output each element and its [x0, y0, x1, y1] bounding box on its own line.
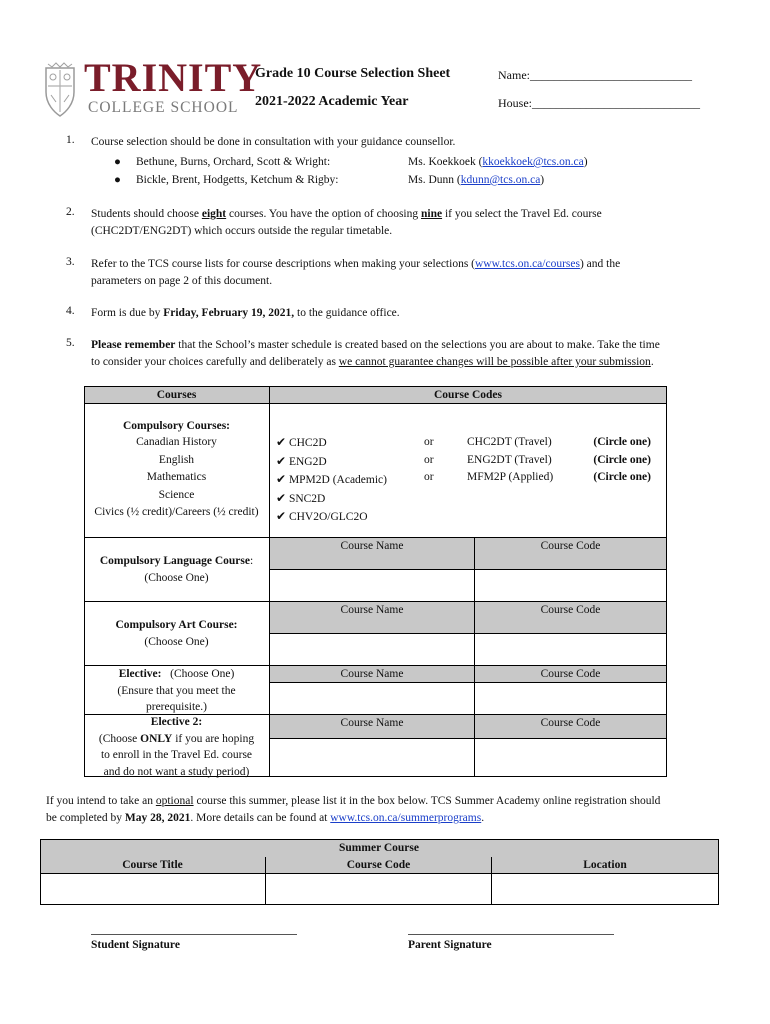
item-2-eight: eight	[201, 208, 227, 220]
language-heading: Compulsory Language Course	[99, 555, 250, 567]
alt-course-code[interactable]: MFM2P (Applied)	[467, 471, 554, 483]
house-field[interactable]: House:____________________________	[498, 96, 700, 110]
item-4-part: to the guidance office.	[294, 307, 400, 319]
item-number: 3.	[66, 256, 75, 268]
item-number: 4.	[66, 305, 75, 317]
summer-programs-link[interactable]: www.tcs.on.ca/summerprograms	[330, 812, 482, 824]
item-5-part: that the School’s master schedule is created based on the selections you are about to make. Take the time	[175, 339, 660, 351]
course-name-header: Course Name	[340, 540, 404, 552]
counsellor-1-email-link[interactable]: kkoekkoek@tcs.on.ca	[482, 156, 584, 168]
elective-note: (Ensure that you meet the	[117, 684, 236, 697]
summer-col-code: Course Code	[346, 859, 411, 871]
table-border	[718, 839, 719, 905]
counsellor-2-houses: Bickle, Brent, Hodgetts, Ketchum & Rigby:	[136, 174, 339, 186]
compulsory-codes	[276, 434, 387, 527]
course-code-header: Course Code	[540, 717, 601, 729]
course-code: CHC2D	[288, 437, 327, 449]
choose-one-note: (Choose One)	[161, 668, 235, 680]
alt-course-code[interactable]: CHC2DT (Travel)	[467, 436, 552, 448]
counsellor-2-name: Ms. Dunn (	[408, 174, 461, 186]
art-course-code-input[interactable]	[476, 634, 665, 664]
paren: )	[540, 174, 545, 186]
student-signature-label: Student Signature	[91, 939, 180, 951]
item-3-part: ) and the	[579, 258, 621, 270]
art-label	[84, 617, 269, 650]
item-number: 5.	[66, 337, 75, 349]
checkmark-icon: ✔	[276, 490, 287, 505]
item-5-text	[91, 337, 721, 371]
summer-deadline: May 28, 2021	[124, 812, 191, 824]
course-code: CHV2O/GLC2O	[288, 511, 368, 523]
summer-intro	[46, 793, 736, 827]
language-course-code-input[interactable]	[476, 570, 665, 600]
elective-2-course-code-input[interactable]	[476, 739, 665, 775]
paren: )	[583, 156, 588, 168]
art-heading: Compulsory Art Course:	[115, 619, 238, 631]
elective-heading: Elective:	[118, 668, 162, 680]
circle-one-label: (Circle one)	[593, 453, 651, 466]
item-2-part: if you select the Travel Ed. course	[442, 208, 602, 220]
summer-col-title: Course Title	[122, 859, 183, 871]
item-2-part: Students should choose	[91, 208, 202, 220]
counsellor-2	[408, 174, 544, 186]
compulsory-heading: Compulsory Courses:	[122, 420, 230, 432]
subject-label: Canadian History	[136, 436, 217, 448]
item-5-part: .	[650, 356, 654, 368]
course-code: MPM2D (Academic)	[288, 474, 387, 486]
summer-location-input[interactable]	[492, 874, 717, 903]
elective-course-name-input[interactable]	[271, 683, 473, 713]
language-label	[84, 553, 269, 586]
col-codes-header: Course Codes	[433, 389, 503, 401]
course-code: SNC2D	[288, 492, 326, 505]
course-name-header: Course Name	[340, 668, 404, 680]
course-code-header: Course Code	[540, 668, 601, 680]
item-5-emphasis: Please remember	[91, 339, 176, 351]
academic-year: 2021-2022 Academic Year	[255, 94, 409, 109]
colon: :	[249, 555, 254, 567]
item-3-line-2: parameters on page 2 of this document.	[91, 275, 273, 287]
course-code-header: Course Code	[540, 604, 601, 616]
item-5-part: to consider your choices carefully and deliberately as	[91, 356, 339, 368]
checkmark-icon: ✔	[276, 435, 287, 449]
summer-optional: optional	[155, 795, 194, 807]
elective-note: prerequisite.)	[146, 701, 207, 713]
language-course-name-input[interactable]	[271, 570, 473, 600]
elective-2-note: (Choose	[98, 732, 141, 745]
choose-one-note: (Choose One)	[144, 571, 209, 584]
bullet-icon: ●	[114, 156, 121, 168]
course-code-header: Course Code	[540, 540, 601, 552]
item-number: 2.	[66, 206, 75, 218]
elective-label	[84, 666, 269, 716]
summer-intro-part: .	[481, 812, 485, 824]
or-column	[424, 434, 434, 487]
or-label: or	[424, 453, 434, 466]
compulsory-subjects	[84, 434, 269, 522]
course-code: ENG2D	[288, 455, 327, 468]
summer-heading: Summer Course	[339, 842, 419, 854]
due-date: Friday, February 19, 2021,	[163, 307, 295, 319]
bullet-icon: ●	[114, 174, 121, 186]
elective-2-note: if you are hoping	[172, 732, 255, 745]
item-2-line-2: (CHC2DT/ENG2DT) which occurs outside the regular timetable.	[91, 225, 393, 237]
elective-2-course-name-input[interactable]	[271, 739, 473, 775]
subject-label: Science	[158, 488, 195, 501]
checkmark-icon: ✔	[276, 472, 287, 486]
counsellor-2-email-link[interactable]: kdunn@tcs.on.ca	[460, 174, 541, 186]
parent-signature-line[interactable]	[408, 934, 614, 935]
checkmark-icon: ✔	[276, 453, 287, 468]
col-courses-header: Courses	[156, 389, 197, 401]
summer-intro-part: . More details can be found at	[190, 812, 331, 824]
elective-course-code-input[interactable]	[476, 683, 665, 713]
item-number: 1.	[66, 134, 75, 146]
subject-label: Civics (½ credit)/Careers (½ credit)	[94, 506, 259, 518]
elective-2-label	[84, 714, 269, 780]
circle-one-column	[586, 434, 651, 487]
circle-one-label: (Circle one)	[593, 471, 651, 483]
circle-one-label: (Circle one)	[593, 436, 651, 448]
course-name-header: Course Name	[340, 717, 404, 729]
item-4-text	[91, 305, 721, 322]
logo-wordmark: TRINITY	[84, 55, 263, 100]
choose-one-note: (Choose One)	[144, 635, 209, 648]
elective-2-note: and do not want a study period)	[103, 765, 250, 778]
counsellor-1-houses: Bethune, Burns, Orchard, Scott & Wright:	[136, 156, 331, 168]
item-3-part: Refer to the TCS course lists for course descriptions when making your selections (	[91, 258, 475, 270]
summer-intro-part: If you intend to take an	[46, 795, 156, 807]
item-2-text	[91, 206, 721, 240]
courses-link[interactable]: www.tcs.on.ca/courses	[475, 258, 580, 270]
subject-label: English	[158, 453, 195, 466]
student-signature-line[interactable]	[91, 934, 297, 935]
counsellor-1	[408, 156, 588, 168]
item-5-warning: we cannot guarantee changes will be possible after your submission	[338, 356, 651, 368]
item-1-text: Course selection should be done in consultation with your guidance counsellor.	[91, 136, 456, 148]
parent-signature-label: Parent Signature	[408, 939, 492, 951]
alternate-codes	[467, 434, 553, 487]
art-course-name-input[interactable]	[271, 634, 473, 664]
elective-2-only: ONLY	[140, 732, 173, 745]
or-label: or	[424, 436, 434, 448]
table-border	[40, 904, 719, 905]
summer-intro-part: course this summer, please list it in the box below. TCS Summer Academy online registration should	[193, 795, 661, 807]
item-3-text	[91, 256, 721, 290]
item-2-nine: nine	[420, 208, 443, 220]
or-label: or	[424, 471, 434, 483]
course-name-header: Course Name	[340, 604, 404, 616]
elective-2-note: to enroll in the Travel Ed. course	[100, 749, 253, 761]
school-crest-icon	[42, 62, 78, 118]
summer-col-location: Location	[583, 859, 627, 871]
alt-course-code[interactable]: ENG2DT (Travel)	[467, 453, 552, 466]
summer-course-code-input[interactable]	[266, 874, 490, 903]
name-field[interactable]: Name:___________________________	[498, 68, 692, 82]
item-2-part: courses. You have the option of choosing	[226, 208, 421, 220]
form-title: Grade 10 Course Selection Sheet	[255, 66, 451, 81]
summer-intro-part: be completed by	[46, 812, 125, 824]
checkmark-icon: ✔	[276, 509, 287, 523]
logo-subtitle: COLLEGE SCHOOL	[88, 99, 239, 116]
table-border	[666, 386, 667, 777]
elective-2-heading: Elective 2:	[150, 716, 203, 728]
item-4-part: Form is due by	[91, 307, 164, 319]
summer-course-title-input[interactable]	[41, 874, 264, 903]
counsellor-1-name: Ms. Koekkoek (	[408, 156, 483, 168]
subject-label: Mathematics	[146, 471, 207, 483]
